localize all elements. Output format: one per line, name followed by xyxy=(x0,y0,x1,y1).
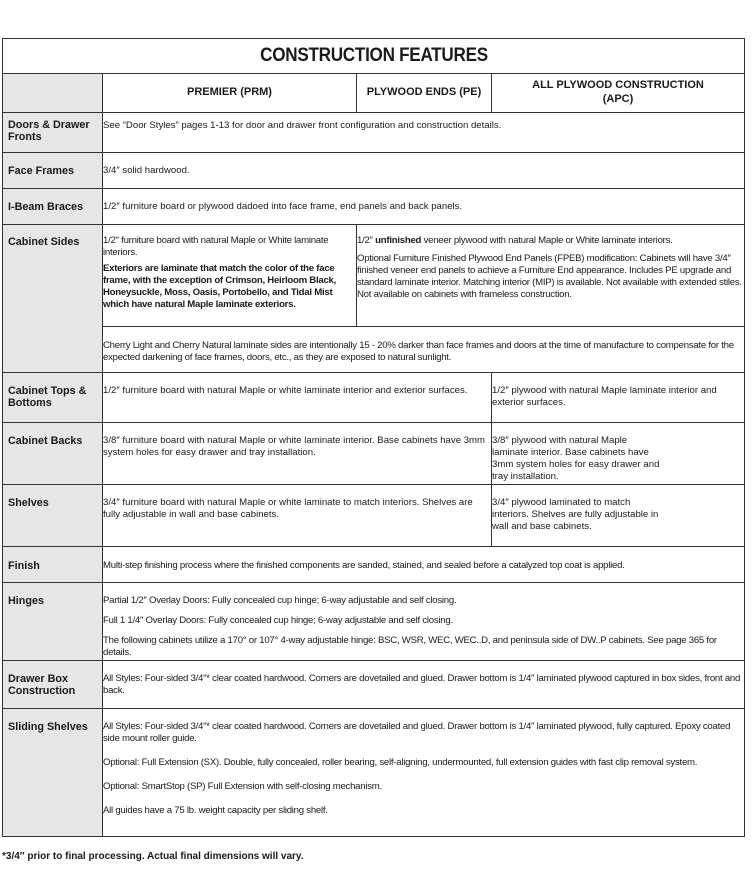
corner-cell xyxy=(3,74,103,113)
sliding-all-styles: All Styles: Four-sided 3/4″* clear coated hardwood. Corners are dovetailed and glued. Drawer bottom is 1/4″ laminated plywood, fully captured. Epoxy coated side mount roller guide. xyxy=(103,721,731,744)
row-label-cabinet-sides: Cabinet Sides xyxy=(3,225,103,373)
hinges-partial-overlay: Partial 1/2″ Overlay Doors: Fully concealed cup hinge; 6-way adjustable and self closing. xyxy=(103,595,457,606)
column-header-all-plywood: ALL PLYWOOD CONSTRUCTION (APC) xyxy=(492,74,745,113)
table-title: CONSTRUCTION FEATURES xyxy=(40,39,708,74)
hinges-cell xyxy=(103,583,745,661)
row-label-cabinet-backs: Cabinet Backs xyxy=(3,423,103,485)
backs-left-text: 3/8″ furniture board with natural Maple or white laminate interior. Base cabinets have 3mm system holes for easy drawer and tray installation. xyxy=(103,423,492,485)
table-row xyxy=(3,485,745,547)
sides-cherry-note: Cherry Light and Cherry Natural laminate sides are intentionally 15 - 20% darker than face frames and doors at the time of manufacture to compensate for the expected darkening of face frames, doors, etc., as they are exposed to natural sunlight. xyxy=(103,327,745,373)
row-label-doors: Doors & Drawer Fronts xyxy=(3,113,103,153)
row-label-drawer-box: Drawer Box Construction xyxy=(3,661,103,709)
drawer-box-text: All Styles: Four-sided 3/4″* clear coated hardwood. Corners are dovetailed and glued. Drawer bottom is 1/4″ laminated plywood captured in box sides, front and back. xyxy=(103,661,745,709)
shelves-left-text: 3/4″ furniture board with natural Maple or white laminate to match interiors. Shelves are fully adjustable in wall and base cabinets. xyxy=(103,485,492,547)
sides-plywood-fpeb: Optional Furniture Finished Plywood End Panels (FPEB) modification: Cabinets will have 3/4″ finished veneer end panels to achieve a Furniture End appearance. Includes PE upgrade and standard laminate interior. Matching interior (MIP) is available. Not available with extended stiles. Not available on cabinets with frameless construction. xyxy=(357,252,742,300)
finish-text: Multi-step finishing process where the finished components are sanded, stained, and sealed before a catalyzed top coat is applied. xyxy=(103,547,745,583)
sides-premier-exteriors: Exteriors are laminate that match the color of the face frame, with the exception of Crimson, Heirloom Black, Honeysuckle, Moss, Oasis, Portobello, and Tidal Mist which have natural Maple laminate exteriors. xyxy=(103,262,337,310)
ibeam-text: 1/2″ furniture board or plywood dadoed into face frame, end panels and back panels. xyxy=(103,189,745,225)
table-row xyxy=(3,423,745,485)
hinges-full-overlay: Full 1 1/4″ Overlay Doors: Fully concealed cup hinge; 6-way adjustable and self closing. xyxy=(103,614,453,626)
sliding-full-extension: Optional: Full Extension (SX). Double, fully concealed, roller bearing, self-aligning, undermounted, full extension guides with fast clip removal system. xyxy=(103,756,698,768)
face-frames-text: 3/4″ solid hardwood. xyxy=(103,153,745,189)
footnote: *3/4″ prior to final processing. Actual final dimensions will vary. xyxy=(2,851,304,862)
table-row xyxy=(3,583,745,661)
row-label-ibeam: I-Beam Braces xyxy=(3,189,103,225)
doors-text: See “Door Styles” pages 1-13 for door and drawer front configuration and construction details. xyxy=(103,113,745,153)
sliding-weight-capacity: All guides have a 75 lb. weight capacity per sliding shelf. xyxy=(103,804,328,816)
column-header-premier: PREMIER (PRM) xyxy=(103,74,357,113)
row-label-shelves: Shelves xyxy=(3,485,103,547)
sliding-cell xyxy=(103,709,745,837)
tops-apc-text: 1/2″ plywood with natural Maple laminate interior and exterior surfaces. xyxy=(492,373,745,423)
column-header-plywood-ends: PLYWOOD ENDS (PE) xyxy=(357,74,492,113)
table-row xyxy=(3,189,745,225)
row-label-hinges: Hinges xyxy=(3,583,103,661)
table-row xyxy=(3,113,745,153)
row-label-face-frames: Face Frames xyxy=(3,153,103,189)
tops-left-text: 1/2″ furniture board with natural Maple or white laminate interior and exterior surfaces. xyxy=(103,373,492,423)
backs-apc-text: 3/8″ plywood with natural Maple laminate interior. Base cabinets have 3mm system holes for easy drawer and tray installation. xyxy=(492,423,745,485)
table-row xyxy=(3,661,745,709)
row-label-sliding-shelves: Sliding Shelves xyxy=(3,709,103,837)
construction-features-table xyxy=(2,38,745,837)
table-row xyxy=(3,153,745,189)
table-row xyxy=(3,547,745,583)
table-row xyxy=(3,327,745,373)
sliding-smartstop: Optional: SmartStop (SP) Full Extension with self-closing mechanism. xyxy=(103,780,382,792)
shelves-apc-text: 3/4″ plywood laminated to match interiors. Shelves are fully adjustable in wall and base cabinets. xyxy=(492,485,745,547)
hinges-170-107: The following cabinets utilize a 170° or 107° 4-way adjustable hinge: BSC, WSR, WEC, WEC..D, and peninsula side of DW..P cabinets. See page 365 for details. xyxy=(103,634,717,658)
sides-premier-text: 1/2″ furniture board with natural Maple or White laminate interiors. xyxy=(103,235,329,258)
row-label-finish: Finish xyxy=(3,547,103,583)
table-row xyxy=(3,709,745,837)
sides-premier-cell xyxy=(103,225,357,327)
sides-plywood-cell xyxy=(357,225,745,327)
table-row xyxy=(3,373,745,423)
row-label-cabinet-tops: Cabinet Tops & Bottoms xyxy=(3,373,103,423)
sides-plywood-text: 1/2″ unfinished veneer plywood with natural Maple or White laminate interiors. xyxy=(357,235,673,246)
table-row xyxy=(3,225,745,327)
